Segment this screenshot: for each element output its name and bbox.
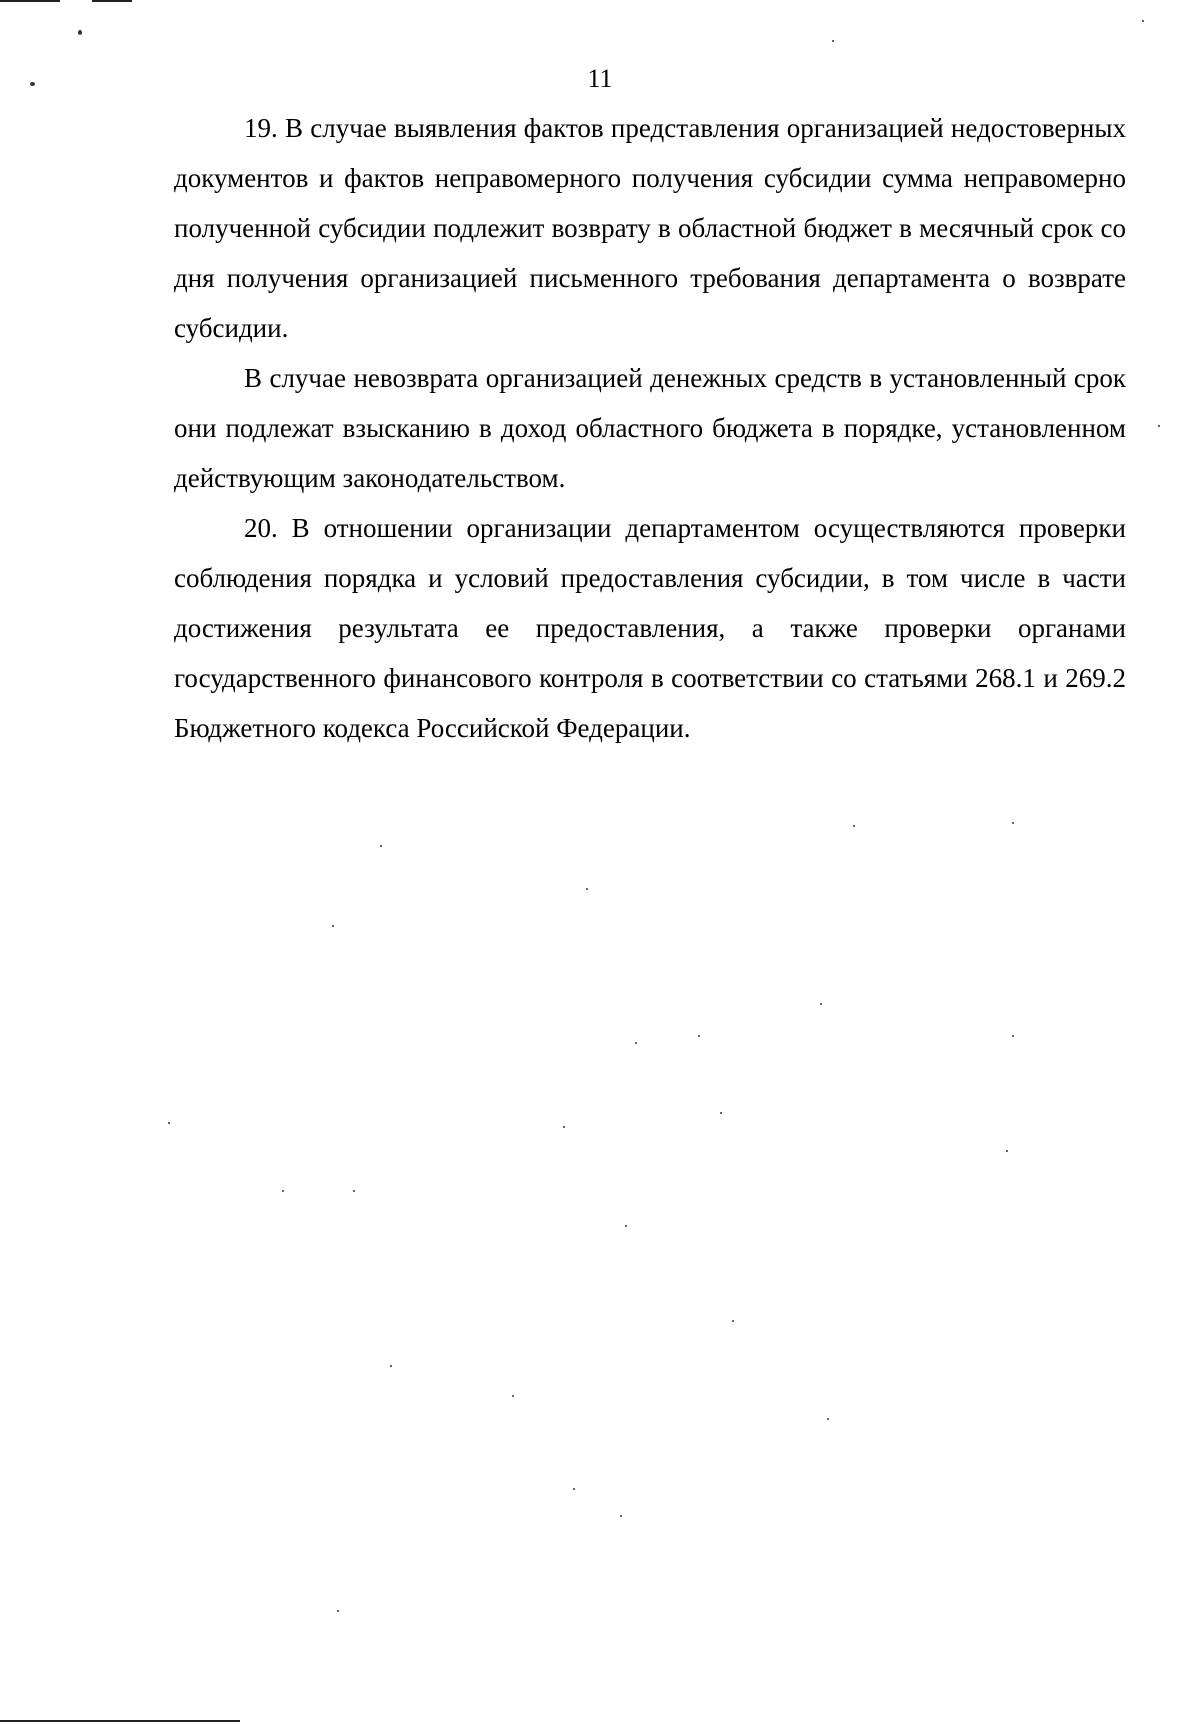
scan-speck [380,845,382,847]
scan-speck [1012,822,1014,824]
scan-speck [853,825,855,827]
scan-speck [635,1042,637,1044]
page-number: 11 [587,64,613,93]
scan-speck [78,30,82,35]
scan-speck [1158,425,1160,427]
scan-speck [1006,1150,1008,1152]
scan-speck [1142,20,1144,22]
scan-edge-top [0,0,60,2]
scan-speck [282,1190,284,1192]
scan-speck [720,1112,722,1114]
scan-speck [625,1225,627,1227]
scan-speck [827,1418,829,1420]
scan-speck [732,1320,734,1322]
scan-speck [390,1365,392,1367]
scan-speck [573,1488,575,1490]
scan-speck [832,40,834,42]
paragraph-20: 20. В отношении организации департаментом осуществляются проверки соблюдения порядка и условий предоставления субсидии, в том числе в части достижения результата ее предоставления, а также проверки органами государственного финансового контроля в соответствии со статьями 268.1 и 269.2 Бюджетного кодекса Российской Федерации. [174,513,1126,743]
scan-speck [337,1610,339,1612]
scan-edge-bottom [0,1720,240,1722]
scan-speck [332,925,334,927]
scan-speck [1012,1035,1014,1037]
paragraph-19: 19. В случае выявления фактов представления организацией недостоверных документов и фактов неправомерного получения субсидии сумма неправомерно полученной субсидии подлежит возврату в областной бюджет в месячный срок со дня получения организацией письменного требования департамента о возврате субсидии. [174,113,1126,343]
paragraph-19-continuation: В случае невозврата организацией денежных средств в установленный срок они подлежат взысканию в доход областного бюджета в порядке, установленном действующим законодательством. [174,363,1126,493]
scan-speck [698,1035,700,1037]
scan-edge-top-short [92,0,132,2]
scan-speck [620,1515,622,1517]
document-body [174,103,1126,753]
scan-speck [168,1122,170,1124]
scan-speck [586,888,588,890]
scan-speck [353,1190,355,1192]
scan-speck [512,1395,514,1397]
scan-speck [820,1003,822,1005]
scan-speck [563,1126,565,1128]
